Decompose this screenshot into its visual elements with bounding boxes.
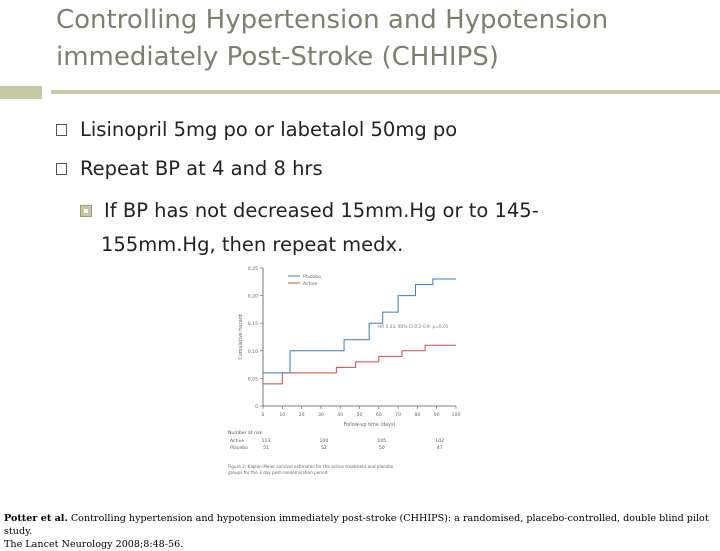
at-risk-row-name: Active [230,439,245,444]
x-tick-label: 0 [261,413,265,418]
x-tick-label: 100 [451,413,461,418]
at-risk-value: 113 [261,439,271,444]
y-tick-label: 0.25 [247,267,258,272]
title-line-1: Controlling Hypertension and Hypotension [56,5,609,35]
at-risk-value: 52 [320,446,327,451]
chart-annotation: HR 0.43, 95% CI 0.2-0.9; p=0.05 [378,325,449,330]
at-risk-value: 100 [319,439,329,444]
y-tick-label: 0.15 [247,322,258,328]
y-axis-label: Cumulative hazard [239,314,244,360]
bullet-list [48,116,688,262]
x-tick-label: 80 [414,413,421,418]
bullet-text: Lisinopril 5mg po or labetalol 50mg po [80,118,458,141]
y-tick-label: 0 [255,405,258,410]
y-tick-label: 0.05 [247,377,258,383]
at-risk-value: 105 [377,439,387,444]
citation-line-2: The Lancet Neurology 2008;8:48-56. [4,539,184,550]
caption-line: groups for the 3 day post-randomisation period [228,470,328,475]
at-risk-value: 51 [263,446,269,451]
at-risk-value: 47 [436,446,443,451]
x-tick-label: 60 [375,413,382,418]
x-tick-label: 70 [395,413,402,418]
y-tick-label: 0.20 [247,294,258,300]
legend-label: Active [303,282,318,287]
bullet-text: Repeat BP at 4 and 8 hrs [80,157,323,180]
sub-bullet-item [48,194,688,262]
figure-caption [228,464,394,475]
x-tick-label: 20 [298,413,305,418]
sub-bullet-square-icon [80,205,92,217]
title-line-2: immediately Post-Stroke (CHHIPS) [56,42,499,72]
title-divider [0,86,720,99]
citation-line-1 [4,512,716,538]
at-risk-value: 102 [435,439,445,444]
divider-block [0,86,42,99]
at-risk-value: 50 [378,446,385,451]
sub-bullet-line-1: If BP has not decreased 15mm.Hg or to 145- [104,199,539,222]
bullet-item [48,155,688,183]
x-tick-label: 90 [433,413,440,418]
y-tick-label: 0.10 [247,349,258,355]
x-tick-label: 30 [317,413,324,418]
x-tick-label: 50 [356,413,363,418]
at-risk-row-name: Placebo [230,446,248,451]
x-tick-label: 10 [279,413,286,418]
x-axis-label: Follow-up time (days) [343,423,396,428]
citation-authors: Potter et al. [4,513,68,524]
bullet-box-icon [56,163,67,175]
divider-line [51,90,720,94]
citation-title: Controlling hypertension and hypotension immediately post-stroke (CHHIPS): a randomised, placebo-controlled, double blind pilot study. [4,513,709,537]
kaplan-meier-chart [228,258,468,488]
caption-line: Figure 2: Kaplan-Meier survival estimates for the active treatment and placebo [228,464,394,469]
x-tick-label: 40 [337,413,344,418]
legend-label: Placebo [303,275,321,280]
bullet-box-icon [56,124,67,136]
kaplan-meier-figure [228,258,468,488]
sub-bullet-line-2: 155mm.Hg, then repeat medx. [101,233,404,256]
citation [4,512,716,551]
slide-title [56,2,716,76]
at-risk-label: Number at risk [228,431,263,436]
bullet-item [48,116,688,144]
